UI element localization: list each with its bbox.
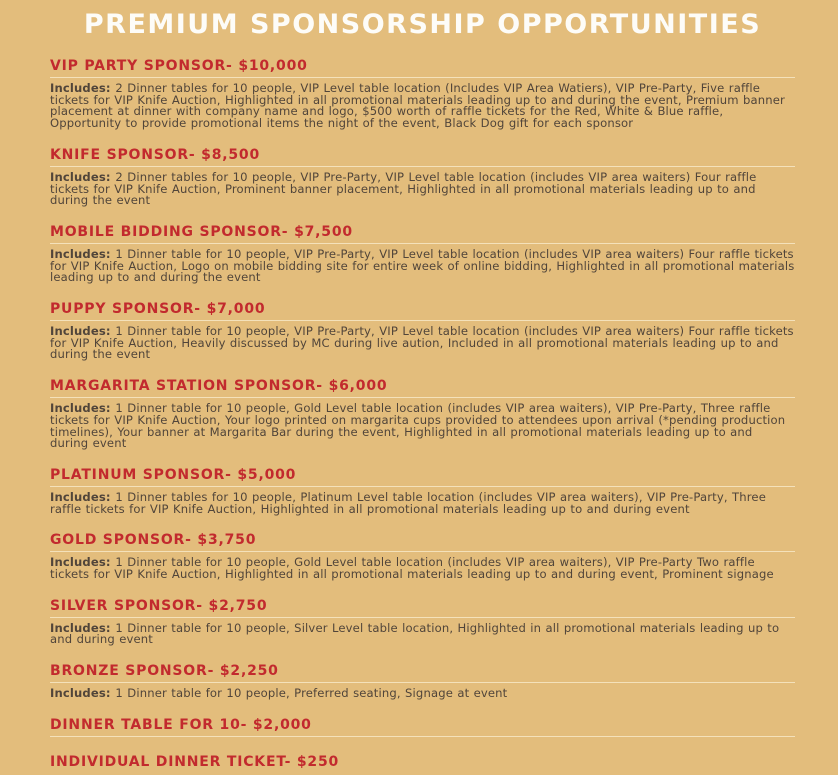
sections-list xyxy=(50,58,795,770)
includes-label: Includes: xyxy=(50,81,116,95)
heading-divider xyxy=(50,397,795,398)
includes-label: Includes: xyxy=(50,686,116,701)
heading-divider xyxy=(50,77,795,78)
details-text: 1 Dinner table for 10 people, VIP Pre-Party, VIP Level table location (includes VIP area waiters) Four raffle tickets for VIP Knife Auction, Heavily discussed by MC during live aution, Included in all promotional materials leading up to and during the event xyxy=(50,324,794,362)
sponsor-heading: PUPPY SPONSOR- $7,000 xyxy=(50,301,266,318)
sponsor-details xyxy=(50,83,795,130)
heading-divider xyxy=(50,736,795,737)
sponsor-heading: MOBILE BIDDING SPONSOR- $7,500 xyxy=(50,223,353,240)
sponsor-heading: PLATINUM SPONSOR- $5,000 xyxy=(50,466,297,483)
sponsor-details xyxy=(50,489,795,516)
sponsorship-section xyxy=(50,378,795,450)
includes-label: Includes: xyxy=(50,246,116,261)
heading-divider xyxy=(50,682,795,683)
includes-label: Includes: xyxy=(50,401,116,416)
sponsor-heading: SILVER SPONSOR- $2,750 xyxy=(50,597,268,614)
sponsor-details xyxy=(50,620,795,647)
sponsor-heading: MARGARITA STATION SPONSOR- $6,000 xyxy=(50,378,388,395)
sponsorship-section xyxy=(50,224,795,284)
sponsor-details xyxy=(50,169,795,208)
heading-divider xyxy=(50,551,795,552)
details-text: 1 Dinner tables for 10 people, Platinum Level table location (includes VIP area waiters), VIP Pre-Party, Three raffle tickets for VIP Knife Auction, Highlighted in all promotional materials leading up to and during event xyxy=(50,489,766,516)
sponsorship-section xyxy=(50,598,795,646)
sponsor-details xyxy=(50,688,795,700)
sponsorship-section xyxy=(50,663,795,700)
sponsorship-section xyxy=(50,301,795,361)
details-text: 1 Dinner table for 10 people, Preferred seating, Signage at event xyxy=(115,686,508,701)
sponsor-heading: DINNER TABLE FOR 10- $2,000 xyxy=(50,716,312,733)
sponsor-details xyxy=(50,246,795,285)
sponsorship-section xyxy=(50,532,795,580)
sponsor-heading: BRONZE SPONSOR- $2,250 xyxy=(50,663,279,680)
details-text: 2 Dinner tables for 10 people, VIP Pre-Party, VIP Level table location (includes VIP area waiters) Four raffle tickets for VIP Knife Auction, Prominent banner placement, Highlighted in all promotional materials leading up to and during the event xyxy=(50,169,757,208)
includes-label: Includes: xyxy=(50,169,116,184)
sponsorship-section xyxy=(50,147,795,207)
heading-divider xyxy=(50,243,795,244)
sponsor-details xyxy=(50,326,795,361)
page-title: PREMIUM SPONSORSHIP OPPORTUNITIES xyxy=(83,9,762,40)
sponsor-heading: GOLD SPONSOR- $3,750 xyxy=(50,532,257,549)
details-text: 1 Dinner table for 10 people, VIP Pre-Party, VIP Level table location (includes VIP area waiters) Four raffle tickets for VIP Knife Auction, Logo on mobile bidding site for entire week of online bidding, Highlighted in all promotional materials leading up to and during the event xyxy=(50,246,795,285)
heading-divider xyxy=(50,617,795,618)
sponsor-heading: KNIFE SPONSOR- $8,500 xyxy=(50,146,261,163)
includes-label: Includes: xyxy=(50,489,116,504)
details-text: 1 Dinner table for 10 people, Gold Level table location (includes VIP area waiters), VIP Pre-Party, Three raffle tickets for VIP Knife Auction, Your logo printed on margarita cups provided to attendees upon arrival (*pending production timelines), Your banner at Margarita Bar during the event, Highlighted in all promotional materials leading up to and during event xyxy=(50,401,786,451)
details-text: 1 Dinner table for 10 people, Gold Level table location (includes VIP area waiters), VIP Pre-Party Two raffle tickets for VIP Knife Auction, Highlighted in all promotional materials leading up to and during event, Prominent signage xyxy=(50,555,774,582)
includes-label: Includes: xyxy=(50,555,116,570)
sponsorship-section xyxy=(50,717,795,737)
heading-divider xyxy=(50,486,795,487)
sponsor-heading: INDIVIDUAL DINNER TICKET- $250 xyxy=(50,753,340,770)
sponsor-heading: VIP PARTY SPONSOR- $10,000 xyxy=(50,58,308,74)
details-text: 1 Dinner table for 10 people, Silver Level table location, Highlighted in all promotional materials leading up to and during event xyxy=(50,620,780,647)
sponsor-details xyxy=(50,403,795,450)
details-text: 2 Dinner tables for 10 people, VIP Level table location (Includes VIP Area Watiers), VIP Pre-Party, Five raffle tickets for VIP Knife Auction, Highlighted in all promotional materials leading up to and during the event, Premium banner placement at dinner with company name and logo, $500 worth of raffle tickets for the Red, White & Blue raffle, Opportunity to provide promotional items the night of the event, Black Dog gift for each sponsor xyxy=(50,81,785,131)
sponsorship-section xyxy=(50,58,795,130)
heading-divider xyxy=(50,166,795,167)
sponsorship-section xyxy=(50,754,795,770)
includes-label: Includes: xyxy=(50,324,116,339)
sponsorship-section xyxy=(50,467,795,515)
includes-label: Includes: xyxy=(50,620,116,635)
heading-divider xyxy=(50,320,795,321)
sponsor-details xyxy=(50,557,795,580)
